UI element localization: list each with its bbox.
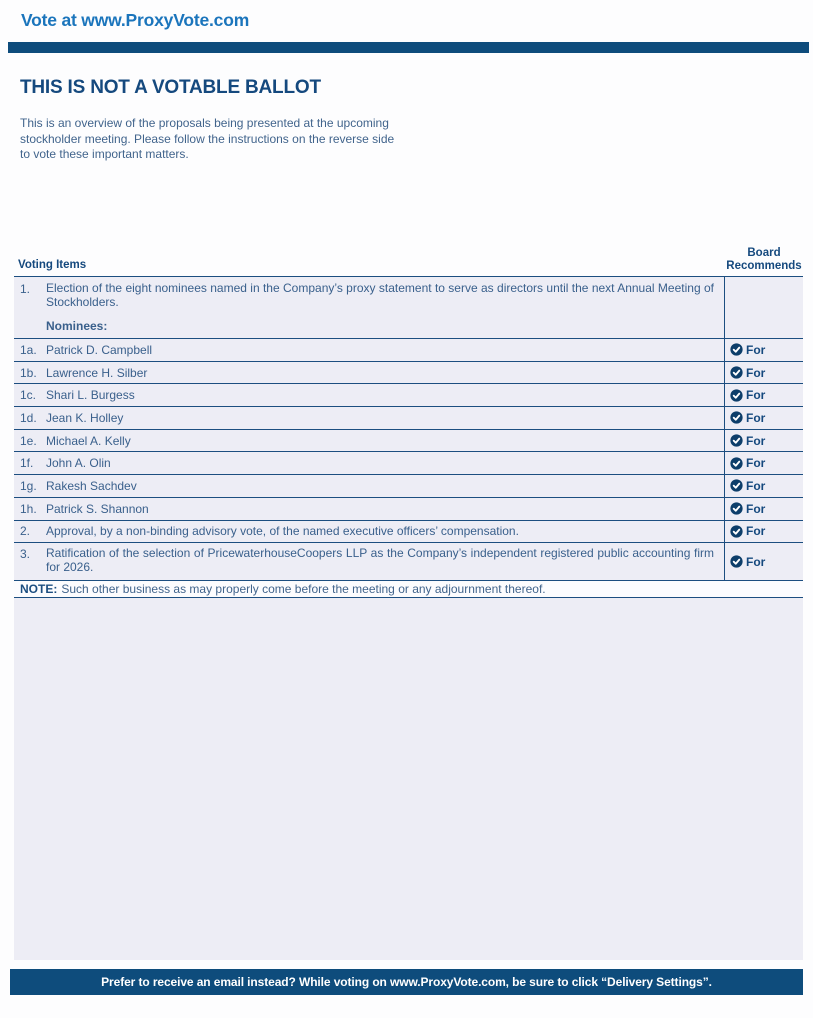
table-row-proposal-3: [14, 542, 803, 580]
nominee-name: Patrick D. Campbell: [46, 342, 153, 357]
nominee-cell: [14, 407, 724, 429]
board-recommends-line1: Board: [747, 247, 781, 259]
nominee-name: Rakesh Sachdev: [46, 478, 137, 493]
recommend-label: For: [746, 388, 766, 403]
nominee-cell: [14, 452, 724, 474]
nominee-name: Patrick S. Shannon: [46, 501, 149, 516]
note-label: NOTE:: [20, 582, 58, 597]
table-row-nominee-1g: [14, 474, 803, 497]
recommend-cell: [724, 384, 803, 406]
table-row-nominee-1b: [14, 361, 803, 384]
nominee-name: Shari L. Burgess: [46, 388, 135, 403]
nominee-cell: [14, 498, 724, 520]
row-number: 1h.: [20, 501, 37, 516]
proposal-text-wrap: [46, 282, 714, 335]
recommend-cell: [724, 543, 803, 580]
row-number: 1d.: [20, 410, 37, 425]
nominees-subheading: Nominees:: [46, 319, 108, 333]
check-circle-icon: [730, 457, 743, 470]
table-row-proposal-1: [14, 276, 803, 338]
note-text: Such other business as may properly come before the meeting or any adjournment thereof.: [61, 582, 546, 597]
check-circle-icon: [730, 502, 743, 515]
proposal-text: Approval, by a non-binding advisory vote, of the named executive officers’ compensation.: [46, 524, 519, 539]
nominee-cell: [14, 430, 724, 452]
footer-text: Prefer to receive an email instead? While voting on www.ProxyVote.com, be sure to click “Delivery Settings”.: [101, 975, 712, 989]
column-header-voting-items: Voting Items: [18, 259, 87, 271]
row-number: 2.: [20, 524, 31, 539]
nominee-cell: [14, 475, 724, 497]
recommend-label: For: [746, 365, 766, 380]
nominee-name: Michael A. Kelly: [46, 433, 131, 448]
recommend-label: For: [746, 456, 766, 471]
header-divider-bar: [8, 42, 809, 53]
recommend-cell: [724, 430, 803, 452]
table-row-nominee-1e: [14, 429, 803, 452]
proposal-text: Election of the eight nominees named in the Company’s proxy statement to serve as directors until the next Annual Meeting of Stockholders.: [46, 281, 714, 309]
check-circle-icon: [730, 525, 743, 538]
table-row-nominee-1f: [14, 451, 803, 474]
nominee-name: Lawrence H. Silber: [46, 365, 148, 380]
row-number: 1.: [20, 282, 31, 296]
recommend-label: For: [746, 554, 766, 569]
nominee-cell: [14, 384, 724, 406]
nominee-name: John A. Olin: [46, 456, 111, 471]
site-title: Vote at www.ProxyVote.com: [21, 10, 250, 30]
empty-shaded-area: [14, 598, 803, 960]
recommend-label: For: [746, 501, 766, 516]
recommend-label: For: [746, 433, 766, 448]
recommend-cell: [724, 521, 803, 543]
proposal-cell: [14, 277, 724, 338]
table-row-nominee-1a: [14, 338, 803, 361]
recommend-label: For: [746, 478, 766, 493]
row-number: 1f.: [20, 456, 34, 471]
table-row-nominee-1d: [14, 406, 803, 429]
nominee-cell: [14, 339, 724, 361]
recommend-cell: [724, 407, 803, 429]
recommend-label: For: [746, 410, 766, 425]
row-number: 1c.: [20, 388, 37, 403]
proposal-cell: [14, 521, 724, 543]
table-row-note: [14, 580, 803, 598]
intro-paragraph: This is an overview of the proposals being presented at the upcoming stockholder meeting. Please follow the instructions on the reverse side to vote these important matters.: [20, 116, 395, 161]
recommend-cell: [724, 362, 803, 384]
proposal-cell: [14, 543, 724, 580]
recommend-cell: [724, 452, 803, 474]
row-number: 1g.: [20, 478, 37, 493]
proposal-text: Ratification of the selection of PricewaterhouseCoopers LLP as the Company’s independent registered public accounting firm for 2026.: [46, 546, 714, 574]
recommend-cell: [724, 339, 803, 361]
check-circle-icon: [730, 389, 743, 402]
table-row-nominee-1h: [14, 497, 803, 520]
row-number: 1a.: [20, 342, 37, 357]
table-row-nominee-1c: [14, 383, 803, 406]
nominee-name: Jean K. Holley: [46, 410, 124, 425]
page-title: THIS IS NOT A VOTABLE BALLOT: [20, 77, 321, 98]
recommend-label: For: [746, 342, 766, 357]
check-circle-icon: [730, 434, 743, 447]
check-circle-icon: [730, 479, 743, 492]
recommend-cell: [724, 475, 803, 497]
nominee-cell: [14, 362, 724, 384]
check-circle-icon: [730, 411, 743, 424]
row-number: 3.: [20, 547, 31, 562]
check-circle-icon: [730, 555, 743, 568]
board-recommends-line2: Recommends: [726, 260, 802, 272]
row-number: 1b.: [20, 365, 37, 380]
check-circle-icon: [730, 343, 743, 356]
recommend-cell: [724, 498, 803, 520]
voting-items-table: [14, 276, 803, 960]
recommend-label: For: [746, 524, 766, 539]
table-row-proposal-2: [14, 520, 803, 543]
column-header-board-recommends: [722, 247, 806, 273]
row-number: 1e.: [20, 433, 37, 448]
check-circle-icon: [730, 366, 743, 379]
recommend-cell-empty: [724, 277, 803, 338]
footer-banner: [10, 969, 803, 995]
